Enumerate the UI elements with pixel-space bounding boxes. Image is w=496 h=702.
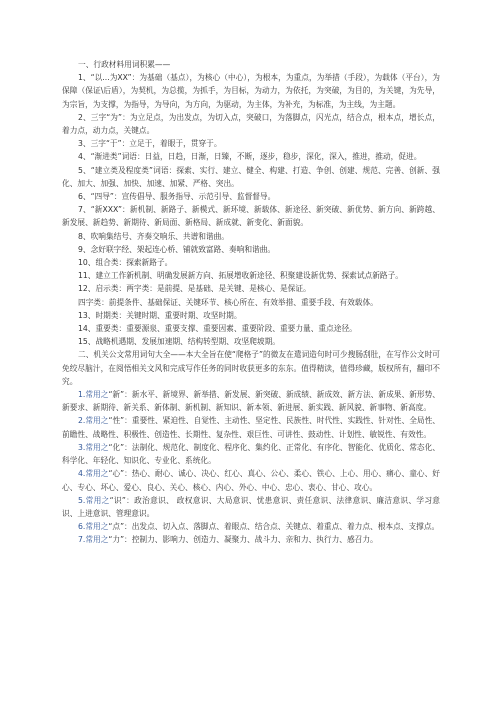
paragraph-21: 4.常用之“心”：热心、耐心、诚心、决心、红心、真心、公心、柔心、铁心、上心、用心、痛心、童心、好心、专心、坏心、爱心、良心、关心、核心、内心、外心、中心、忠心、衷心、甘心、攻心。 (62, 469, 440, 492)
paragraph-8: 8、吹响集结号、齐奏交响乐、共谱和谐曲。 (78, 231, 229, 241)
paragraph-6: 6、“四导”：宣传倡导、服务指导、示范引导、监督督导。 (78, 192, 276, 202)
paragraph-14: 13、时期类：关键时期、重要时期、攻坚时期。 (78, 310, 242, 320)
section-lead-label: 2.常用之 (78, 416, 109, 426)
paragraph-3: 3、三字“于”：立足于，着眼于，贯穿于。 (78, 139, 222, 149)
section-lead-label: 4.常用之 (78, 469, 109, 479)
paragraph-1: 1、“以...为XX”：为基础（基点），为核心（中心），为根本，为重点，为举措（手段），为载体（平台），为保障（保证\后盾），为契机，为总揽，为抓手，为目标，为动力，为依托，为突破，为目的，为关键，为先导，为宗旨，为支撑，为指导，为导向，为方向，为驱动，为主体，为补充，为标准，为主线，为主题。 (62, 73, 440, 109)
paragraph-15: 14、重要类：重要源泉、重要支撑、重要因素、重要阶段、重要力量、重点途径。 (78, 324, 357, 334)
section-lead-label: 7.常用之 (78, 535, 109, 545)
document-body (62, 58, 440, 547)
paragraph-10: 10、组合类：探索新路子。 (78, 258, 173, 268)
paragraph-4: 4、“渐进类”词语：日益，日趋，日渐，日臻，不断，逐步，稳步，深化，深入，推进，推动，促进。 (78, 152, 422, 162)
paragraph-7: 7、“新XXX”：新机制、新路子、新模式、新环境、新载体、新途径、新突破、新优势、新方向、新跨越、新发展、新趋势、新期待、新局面、新格局、新成就、新变化、新面貌。 (62, 205, 440, 228)
paragraph-17: 二、机关公文常用词句大全——本大全旨在使“爬格子”的微友在遣词造句时可少搜肠刮肚，在写作公文时可免绞尽脑汁，在阅悟相关文风和完成写作任务的同时收获更多的东东。值得精读，值得珍藏，版权所有，翻印不究。 (62, 350, 440, 386)
paragraph-12: 12、启示类：两字类：是前提、是基础、是关键、是核心、是保证。 (78, 284, 311, 294)
paragraph-2: 2、三字“为”：为立足点，为出发点，为切入点，突破口，为落脚点，闪光点，结合点，根本点，增长点，着力点，动力点，关键点。 (62, 112, 440, 136)
paragraph-20: 3.常用之“化”：法制化、规范化、制度化、程序化、集约化、正常化、有序化、智能化、优质化、常态化、科学化、年轻化、知识化、专业化、系统化。 (62, 442, 440, 466)
paragraph-24: 7.常用之“力”：控制力、影响力、创造力、凝聚力、战斗力、亲和力、执行力、感召力。 (78, 535, 378, 545)
section-lead-label: 1.常用之 (78, 390, 109, 400)
paragraph-13: 四字类：前提条件、基础保证、关键环节、核心所在、有效举措、重要手段、有效载体。 (78, 297, 378, 307)
paragraph-5: 5、“建立类及程度类”词语：探索、实行、建立、健全、构建、打造、争创、创建、规范、完善、创新、强化、加大、加强、加快、加速、加紧、严格、突出。 (62, 165, 440, 188)
section-lead-label: 6.常用之 (78, 522, 109, 532)
paragraph-19: 2.常用之“性”：重要性、紧迫性、自觉性、主动性、坚定性、民族性、时代性、实践性、针对性、全局性、前瞻性、战略性、积极性、创造性、长期性、复杂性、艰巨性、可讲性、鼓动性、计划性、敏锐性、有效性。 (62, 416, 440, 439)
paragraph-0: 一、行政材料用词积累—— (78, 60, 171, 69)
paragraph-11: 11、建立工作新机制、明确发展新方向、拓展增收新途径、积聚建设新优势、探索试点新路子。 (78, 271, 403, 281)
paragraph-18: 1.常用之“新”：新水平、新境界、新举措、新发展、新突破、新成绩、新成效、新方法、新成果、新形势、新要求、新期待、新关系、新体制、新机制、新知识、新本领、新进展、新实践、新风貌、新事物、新高度。 (62, 390, 440, 413)
section-lead-label: 5.常用之 (78, 495, 110, 505)
section-lead-label: 3.常用之 (78, 442, 109, 452)
paragraph-22: 5.常用之“识”：政治意识、 政权意识、大局意识、忧患意识、责任意识、法律意识、廉洁意识、学习意识、上进意识、管理意识。 (62, 495, 440, 518)
paragraph-16: 15、战略机遇期、发展加速期、结构转型期、攻坚爬坡期。 (78, 337, 280, 347)
paragraph-9: 9、念好联字经、架起连心桥、铺就致富路、奏响和谐曲。 (78, 244, 276, 254)
paragraph-23: 6.常用之“点”：出发点、切入点、落脚点、着眼点、结合点、关键点、着重点、着力点、根本点、支撑点。 (78, 522, 440, 532)
